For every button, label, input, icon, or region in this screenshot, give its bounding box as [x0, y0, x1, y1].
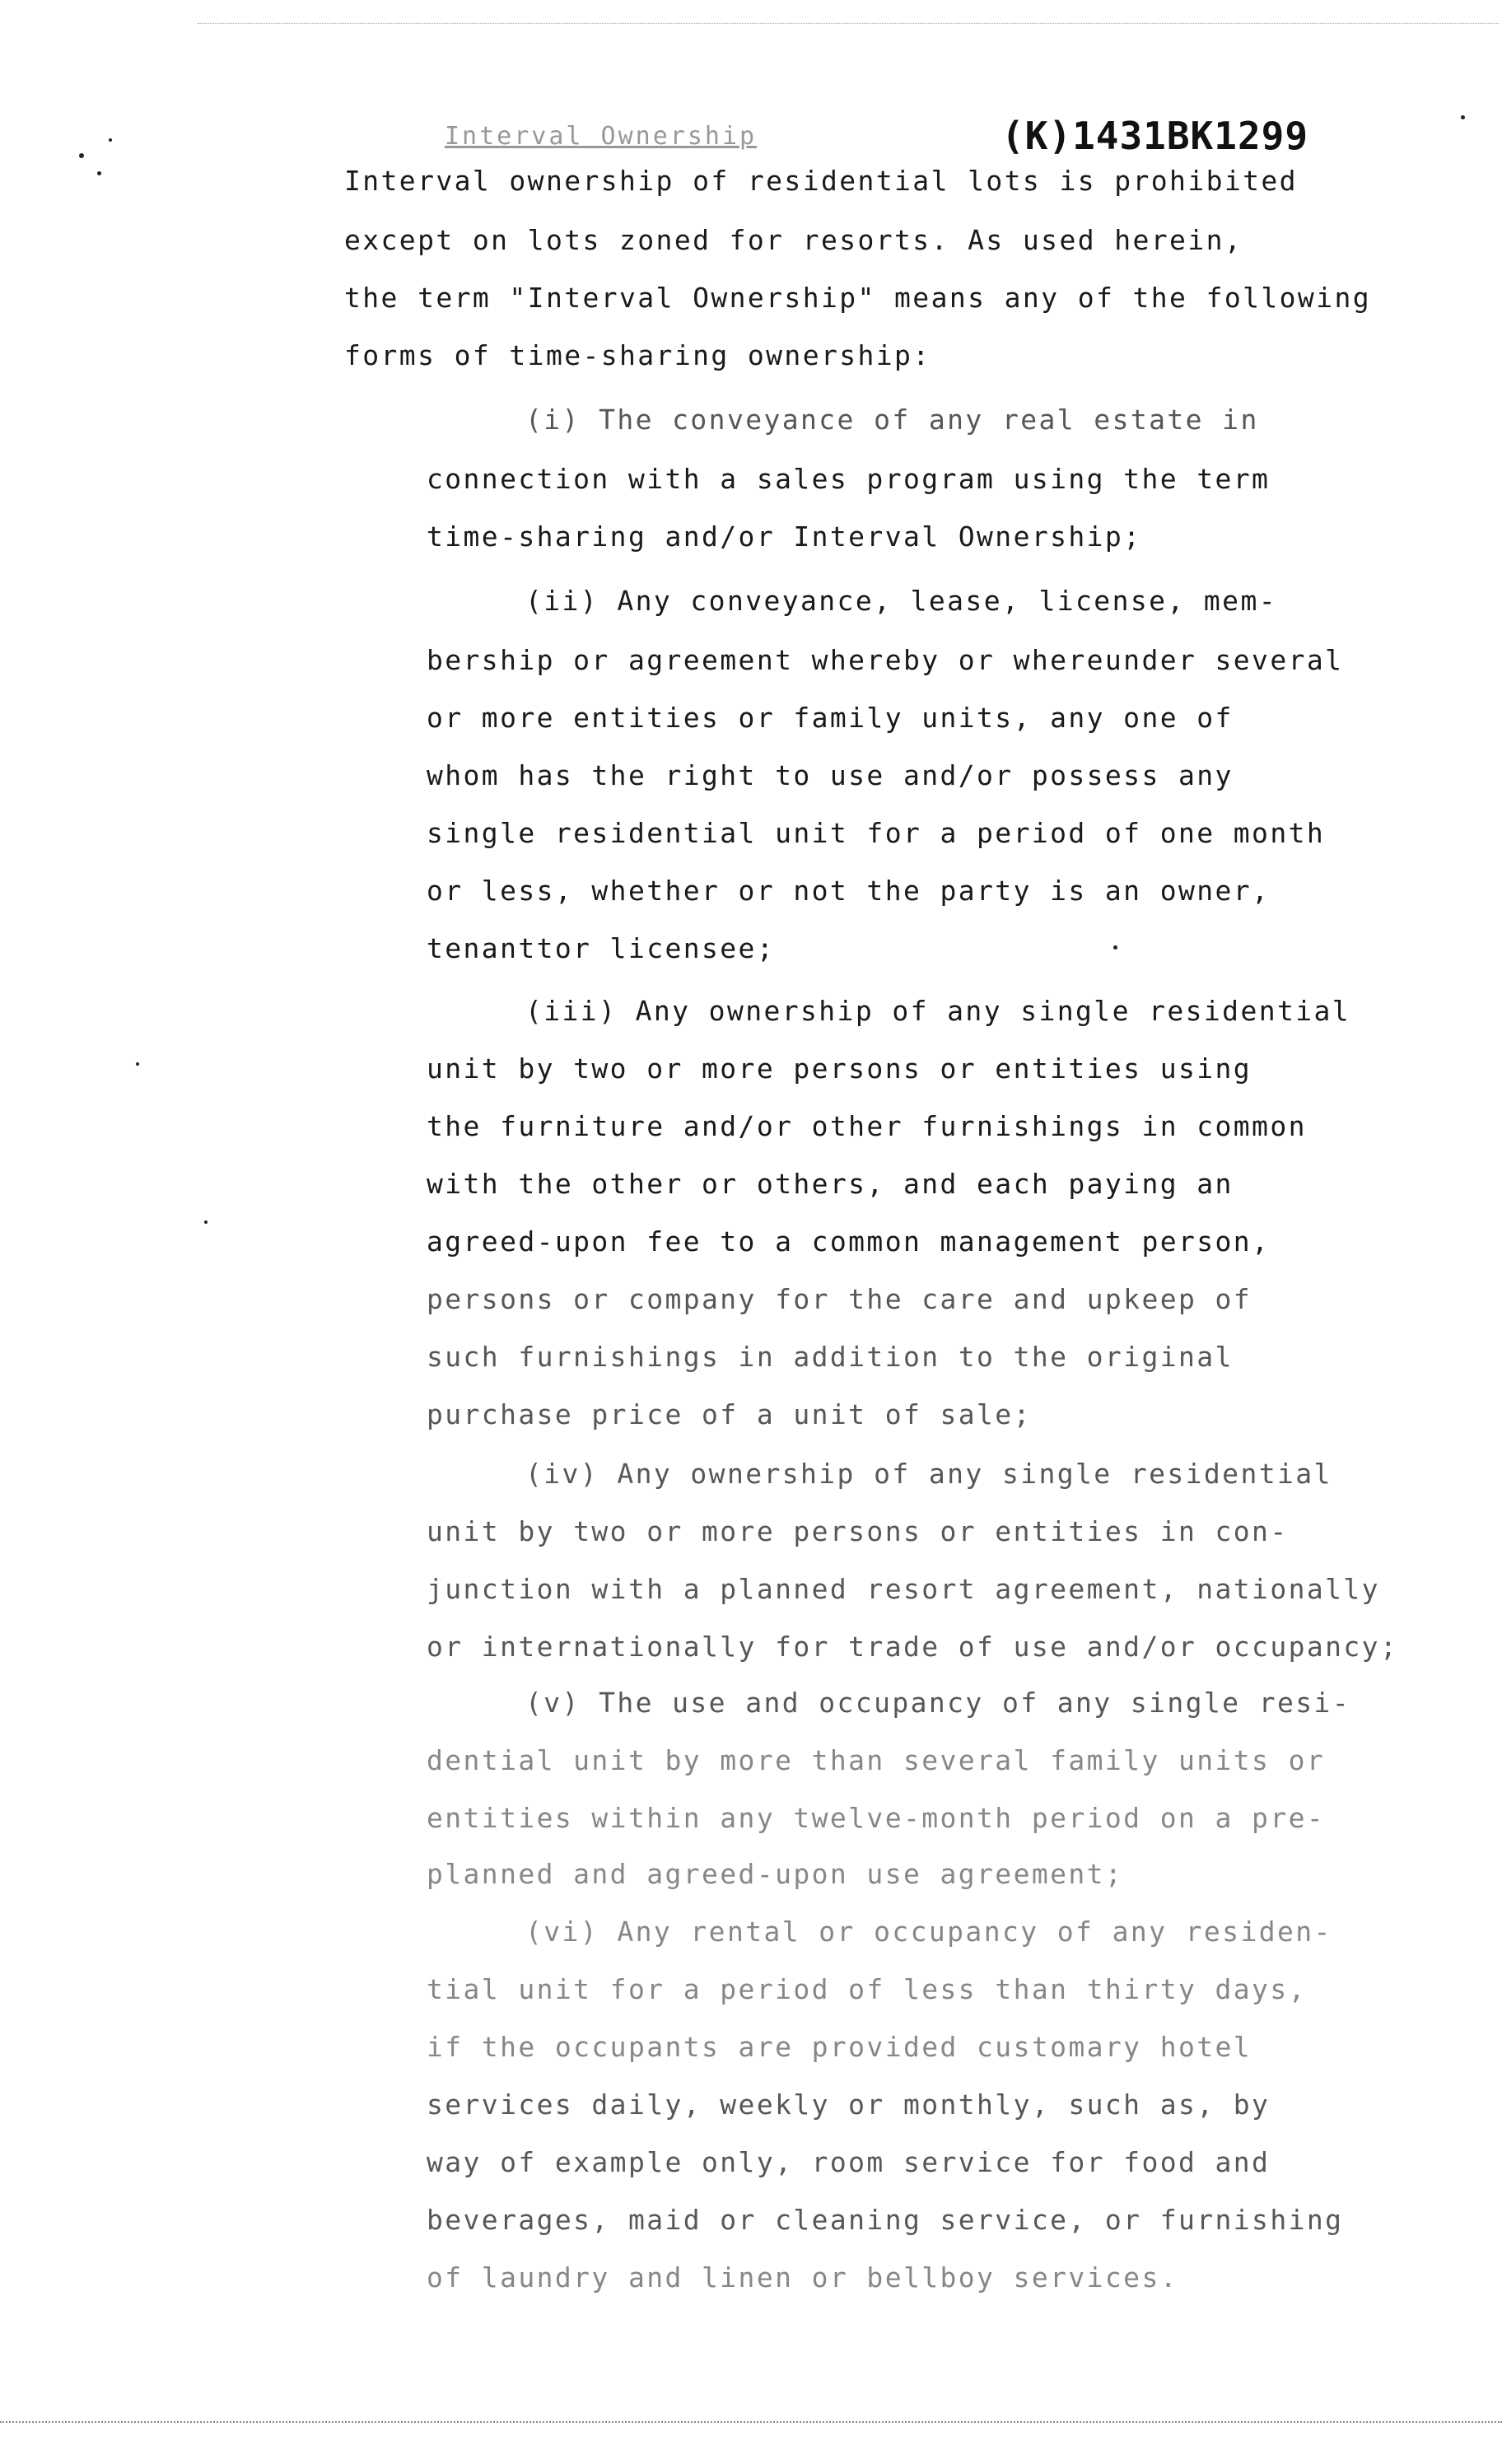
document-header	[445, 114, 1309, 163]
scan-speck	[1113, 945, 1117, 950]
text-line: or less, whether or not the party is an owner,	[427, 875, 1271, 907]
clause-v-heading: (v) The use and occupancy of any single resi-	[525, 1687, 1351, 1719]
text-line: the term "Interval Ownership" means any of the following	[344, 282, 1371, 314]
scan-speck	[204, 1220, 208, 1224]
text-line: planned and agreed-upon use agreement;	[427, 1858, 1124, 1890]
text-line: single residential unit for a period of one month	[427, 817, 1326, 849]
text-line: unit by two or more persons or entities in con-	[427, 1515, 1289, 1547]
text-line: if the occupants are provided customary hotel	[427, 2031, 1252, 2063]
clause-i-heading: (i) The conveyance of any real estate in	[525, 404, 1259, 436]
text-line: purchase price of a unit of sale;	[427, 1398, 1032, 1430]
text-line: with the other or others, and each paying an	[427, 1168, 1234, 1200]
scan-speck	[109, 138, 112, 142]
bottom-scan-edge	[0, 2421, 1502, 2423]
text-line: junction with a planned resort agreement, nationally	[427, 1573, 1380, 1605]
text-line: services daily, weekly or monthly, such as, by	[427, 2088, 1271, 2121]
text-line: or internationally for trade of use and/or occupancy;	[427, 1631, 1399, 1663]
clause-ii-heading: (ii) Any conveyance, lease, license, mem-	[525, 585, 1277, 617]
text-line: except on lots zoned for resorts. As used herein,	[344, 224, 1243, 256]
text-line: bership or agreement whereby or whereunder several	[427, 644, 1344, 676]
text-line: or more entities or family units, any one of	[427, 702, 1234, 734]
text-line: Interval ownership of residential lots is prohibited	[344, 165, 1298, 197]
scan-speck	[79, 153, 84, 158]
text-line: the furniture and/or other furnishings in common	[427, 1110, 1307, 1142]
text-line: tial unit for a period of less than thirty days,	[427, 1973, 1307, 2005]
text-line: way of example only, room service for food and	[427, 2146, 1271, 2178]
text-line: agreed-upon fee to a common management person,	[427, 1225, 1271, 1258]
text-line: forms of time-sharing ownership:	[344, 339, 931, 371]
scan-speck	[1461, 115, 1465, 119]
text-line: beverages, maid or cleaning service, or furnishing	[427, 2204, 1344, 2236]
scan-speck	[136, 1062, 139, 1066]
text-line: whom has the right to use and/or possess any	[427, 759, 1234, 791]
text-line: entities within any twelve-month period on a pre-	[427, 1802, 1326, 1834]
text-line: unit by two or more persons or entities using	[427, 1052, 1252, 1085]
text-line: dential unit by more than several family units or	[427, 1744, 1326, 1776]
book-page-number: (K)1431BK1299	[1001, 114, 1309, 158]
text-line: such furnishings in addition to the original	[427, 1341, 1234, 1373]
clause-vi-heading: (vi) Any rental or occupancy of any residen-	[525, 1916, 1332, 1948]
text-line: persons or company for the care and upkeep of	[427, 1283, 1252, 1315]
text-line: time-sharing and/or Interval Ownership;	[427, 520, 1142, 553]
clause-iv-heading: (iv) Any ownership of any single residential	[525, 1458, 1332, 1490]
section-heading: Interval Ownership	[445, 122, 758, 151]
text-line: connection with a sales program using the term	[427, 463, 1271, 495]
text-line: of laundry and linen or bellboy services.	[427, 2261, 1178, 2294]
top-scan-edge	[198, 23, 1499, 24]
text-line: tenanttor licensee;	[427, 932, 776, 964]
clause-iii-heading: (iii) Any ownership of any single residential	[525, 995, 1351, 1027]
scan-speck	[97, 171, 101, 175]
